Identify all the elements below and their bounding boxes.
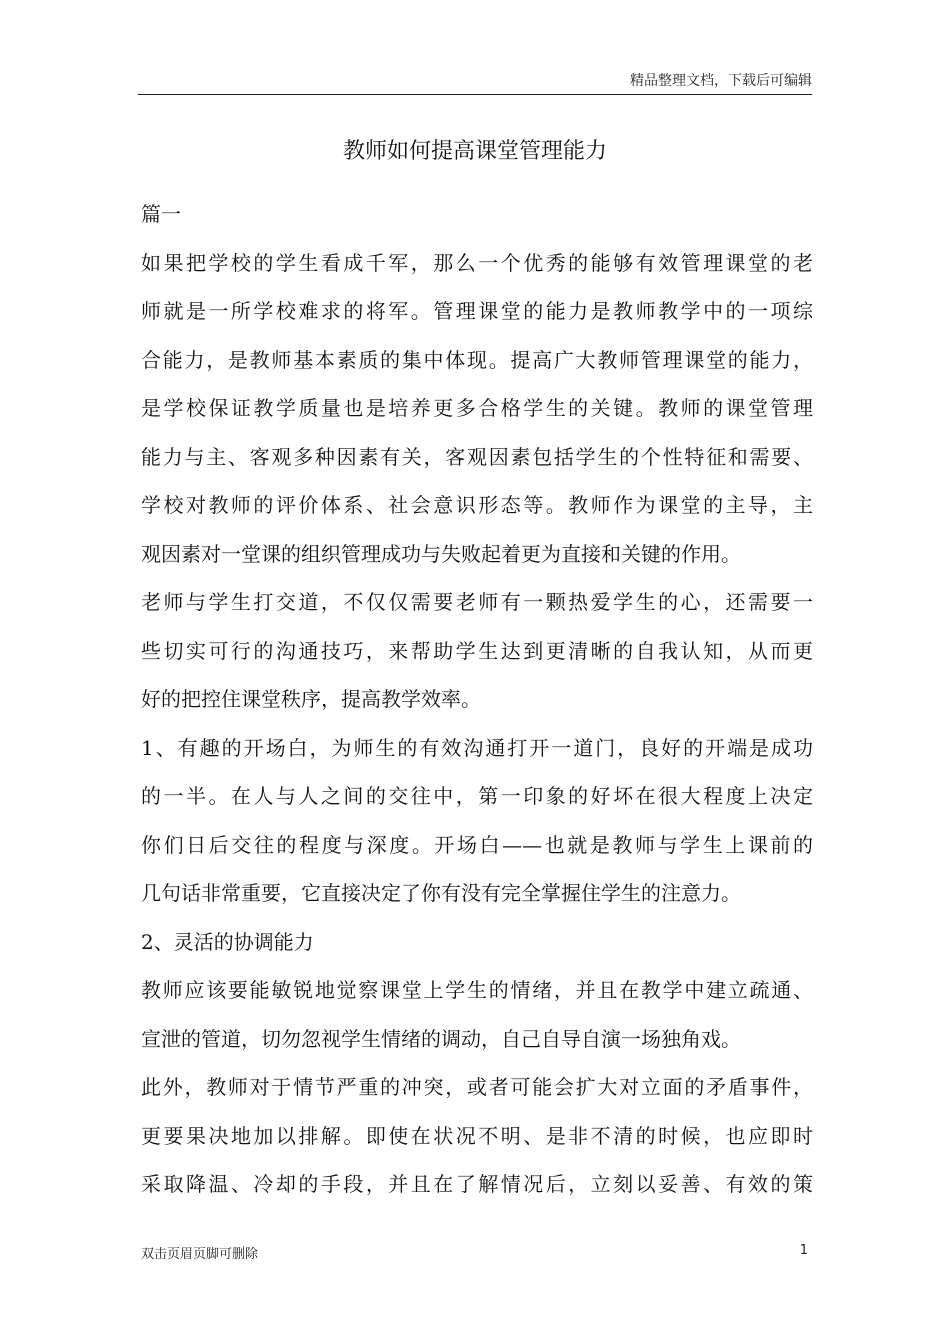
page-number: 1 bbox=[799, 1243, 808, 1258]
text-line: 宣泄的管道，切勿忽视学生情绪的调动，自己自导自演一场独角戏。 bbox=[141, 1026, 741, 1051]
text-line: 教师应该要能敏锐地觉察课堂上学生的情绪，并且在教学中建立疏通、 bbox=[141, 978, 813, 1002]
document-body bbox=[141, 190, 813, 1209]
document-title: 教师如何提高课堂管理能力 bbox=[342, 139, 607, 164]
text-line: 师就是一所学校难求的将军。管理课堂的能力是教师教学中的一项综 bbox=[141, 299, 813, 323]
text-line: 能力与主、客观多种因素有关，客观因素包括学生的个性特征和需要、 bbox=[141, 444, 813, 469]
header-divider bbox=[138, 94, 812, 95]
text-line: 老师与学生打交道，不仅仅需要老师有一颗热爱学生的心，还需要一 bbox=[141, 590, 813, 614]
text-line: 2、灵活的协调能力 bbox=[141, 929, 314, 954]
page-header-text: 精品整理文档，下载后可编辑 bbox=[630, 73, 812, 89]
text-line: 的一半。在人与人之间的交往中，第一印象的好坏在很大程度上决定 bbox=[141, 784, 813, 808]
footer-hint: 双击页眉页脚可删除 bbox=[141, 1247, 259, 1262]
text-line: 好的把控住课堂秩序，提高教学效率。 bbox=[141, 687, 481, 711]
text-line: 学校对教师的评价体系、社会意识形态等。教师作为课堂的主导，主 bbox=[141, 493, 813, 517]
text-line: 几句话非常重要，它直接决定了你有没有完全掌握住学生的注意力。 bbox=[141, 881, 741, 905]
text-line: 更要果决地加以排解。即使在状况不明、是非不清的时候，也应即时 bbox=[141, 1123, 813, 1148]
text-line: 1、有趣的开场白，为师生的有效沟通打开一道门，良好的开端是成功 bbox=[141, 735, 813, 760]
text-line: 你们日后交往的程度与深度。开场白——也就是教师与学生上课前的 bbox=[141, 832, 813, 857]
text-line: 观因素对一堂课的组织管理成功与失败起着更为直接和关键的作用。 bbox=[141, 541, 741, 566]
text-line: 篇一 bbox=[141, 202, 181, 226]
text-line: 采取降温、冷却的手段，并且在了解情况后，立刻以妥善、有效的策 bbox=[141, 1172, 813, 1196]
text-line: 如果把学校的学生看成千军，那么一个优秀的能够有效管理课堂的老 bbox=[141, 250, 813, 275]
text-line: 此外，教师对于情节严重的冲突，或者可能会扩大对立面的矛盾事件， bbox=[141, 1075, 813, 1099]
text-line: 些切实可行的沟通技巧，来帮助学生达到更清晰的自我认知，从而更 bbox=[141, 638, 813, 663]
text-line: 是学校保证教学质量也是培养更多合格学生的关键。教师的课堂管理 bbox=[141, 396, 813, 420]
text-line: 合能力，是教师基本素质的集中体现。提高广大教师管理课堂的能力， bbox=[141, 347, 813, 372]
